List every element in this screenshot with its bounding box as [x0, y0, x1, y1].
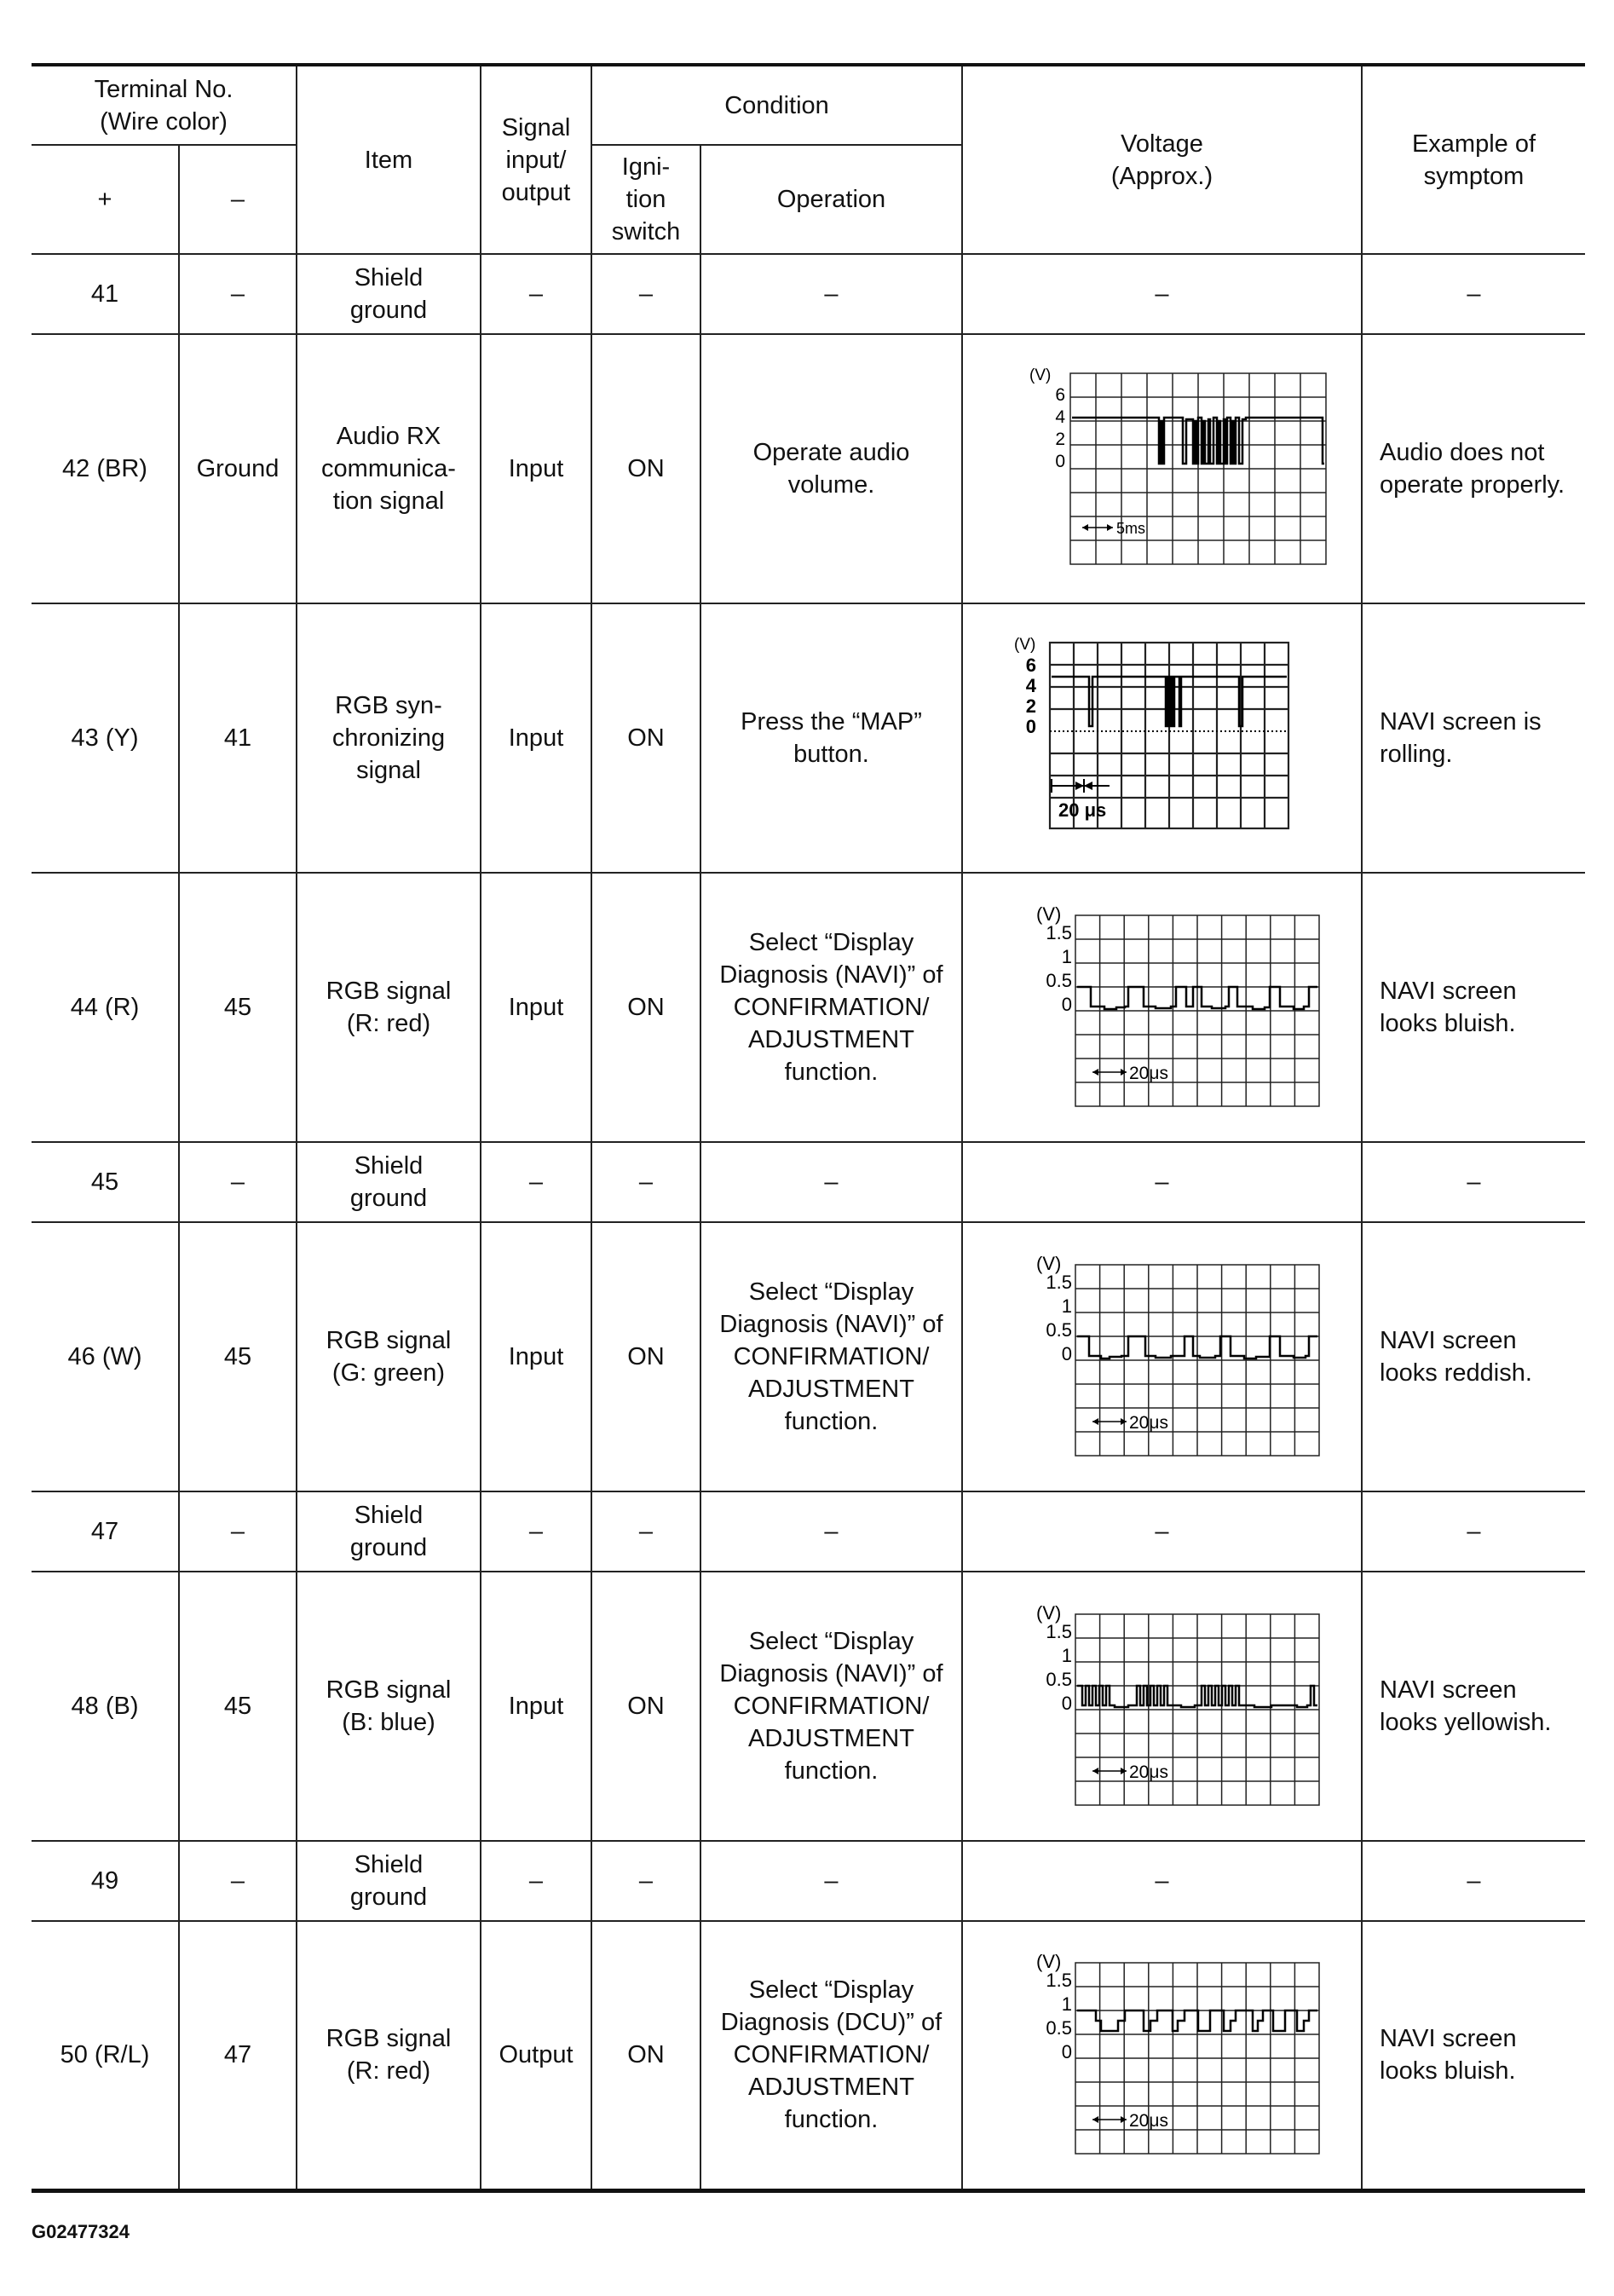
terminal-plus: 44 (R)	[32, 873, 179, 1142]
signal-cell: Input	[481, 603, 591, 873]
symptom-cell: NAVI screen is rolling.	[1362, 603, 1585, 873]
table-row	[32, 1491, 1585, 1572]
wave-unit-label: (V)	[1035, 1602, 1061, 1624]
audio-rx-waveform	[1000, 368, 1324, 569]
wave-grid	[1075, 1614, 1319, 1805]
signal-cell: –	[481, 1841, 591, 1921]
item-cell: RGB signal (B: blue)	[297, 1572, 481, 1841]
operation-cell: –	[700, 254, 962, 334]
voltage-cell: –	[962, 1142, 1362, 1222]
ignition-cell: ON	[591, 1921, 700, 2190]
wave-grid	[1070, 373, 1326, 564]
symptom-cell: –	[1362, 254, 1585, 334]
symptom-cell: –	[1362, 1841, 1585, 1921]
terminal-minus: 45	[179, 1222, 297, 1491]
ignition-cell: ON	[591, 603, 700, 873]
table-row	[32, 1921, 1585, 2190]
ignition-cell: –	[591, 254, 700, 334]
svg-text:20μs: 20μs	[1128, 2111, 1168, 2132]
terminal-minus: –	[179, 1142, 297, 1222]
ignition-cell: ON	[591, 1222, 700, 1491]
time-scale-marker	[1092, 1064, 1168, 1083]
wave-unit-label: (V)	[1035, 903, 1061, 925]
rgb-red-output-waveform	[1000, 1951, 1324, 2155]
signal-cell: Input	[481, 334, 591, 603]
wave-grid	[1075, 1963, 1319, 2154]
symptom-cell: NAVI screen looks bluish.	[1362, 873, 1585, 1142]
terminal-plus: 49	[32, 1841, 179, 1921]
signal-cell: –	[481, 254, 591, 334]
signal-cell: Input	[481, 873, 591, 1142]
item-header: Item	[297, 65, 481, 254]
rgb-red-waveform	[1000, 903, 1324, 1108]
symptom-cell: NAVI screen looks reddish.	[1362, 1222, 1585, 1491]
figure-code: G02477324	[32, 2221, 130, 2242]
ignition-cell: ON	[591, 1572, 700, 1841]
table-row	[32, 254, 1585, 334]
wave-tick-label: 2	[1054, 430, 1065, 449]
terminal-plus: 45	[32, 1142, 179, 1222]
voltage-header: Voltage (Approx.)	[962, 65, 1362, 254]
header-row-1	[32, 65, 1585, 145]
wave-tick-label: 2	[1025, 695, 1036, 717]
plus-header: +	[32, 145, 179, 254]
wave-tick-label: 0.5	[1045, 1319, 1072, 1341]
wave-unit-label: (V)	[1035, 1253, 1061, 1274]
voltage-cell: –	[962, 254, 1362, 334]
table-row	[32, 1222, 1585, 1491]
rgb-green-waveform	[1000, 1253, 1324, 1457]
terminal-minus: –	[179, 254, 297, 334]
wave-tick-label: 1	[1061, 946, 1072, 967]
terminal-minus: Ground	[179, 334, 297, 603]
operation-cell: –	[700, 1491, 962, 1572]
wave-tick-label: 0.5	[1045, 1669, 1072, 1690]
time-scale-marker	[1092, 1762, 1168, 1782]
item-cell: Shield ground	[297, 1841, 481, 1921]
table-row	[32, 1142, 1585, 1222]
wave-trace	[1077, 2010, 1317, 2031]
rgb-sync-waveform	[1000, 637, 1324, 839]
wave-tick-label: 0	[1061, 994, 1072, 1015]
table-row	[32, 603, 1585, 873]
svg-text:20 μs: 20 μs	[1058, 799, 1106, 821]
wave-tick-label: 1.5	[1045, 1272, 1072, 1293]
table-row	[32, 334, 1585, 603]
wave-tick-label: 4	[1025, 675, 1036, 696]
voltage-cell	[962, 334, 1362, 603]
terminal-table-sheet	[32, 63, 1585, 2193]
wave-grid	[1075, 1265, 1319, 1456]
symptom-cell: –	[1362, 1491, 1585, 1572]
symptom-cell: NAVI screen looks yellowish.	[1362, 1572, 1585, 1841]
svg-text:20μs: 20μs	[1128, 1064, 1168, 1083]
symptom-cell: –	[1362, 1142, 1585, 1222]
operation-cell: –	[700, 1142, 962, 1222]
signal-cell: Input	[481, 1222, 591, 1491]
symptom-header: Example of symptom	[1362, 65, 1585, 254]
svg-text:20μs: 20μs	[1128, 1413, 1168, 1433]
operation-cell: Select “Display Diagnosis (NAVI)” of CONFIRMATION/ ADJUSTMENT function.	[700, 873, 962, 1142]
time-scale-marker	[1082, 520, 1145, 537]
wave-tick-label: 1	[1061, 1295, 1072, 1317]
operation-cell: –	[700, 1841, 962, 1921]
item-cell: RGB signal (R: red)	[297, 1921, 481, 2190]
terminal-minus: 45	[179, 1572, 297, 1841]
wave-trace	[1072, 418, 1324, 464]
wave-trace	[1052, 677, 1287, 726]
table-row	[32, 1841, 1585, 1921]
terminal-plus: 50 (R/L)	[32, 1921, 179, 2190]
wave-tick-label: 1	[1061, 1993, 1072, 2016]
terminal-plus: 47	[32, 1491, 179, 1572]
ignition-cell: –	[591, 1491, 700, 1572]
terminal-minus: –	[179, 1841, 297, 1921]
table-row	[32, 873, 1585, 1142]
voltage-cell: –	[962, 1841, 1362, 1921]
minus-header: –	[179, 145, 297, 254]
terminal-minus: 41	[179, 603, 297, 873]
item-cell: Audio RX communica- tion signal	[297, 334, 481, 603]
ignition-cell: ON	[591, 334, 700, 603]
wave-tick-label: 1	[1061, 1645, 1072, 1666]
terminal-plus: 43 (Y)	[32, 603, 179, 873]
terminal-plus: 46 (W)	[32, 1222, 179, 1491]
voltage-cell: –	[962, 1491, 1362, 1572]
terminal-plus: 41	[32, 254, 179, 334]
item-cell: Shield ground	[297, 1142, 481, 1222]
table-row	[32, 1572, 1585, 1841]
terminal-plus: 48 (B)	[32, 1572, 179, 1841]
signal-cell: –	[481, 1142, 591, 1222]
ignition-cell: –	[591, 1142, 700, 1222]
svg-text:20μs: 20μs	[1128, 1762, 1168, 1782]
wave-unit-label: (V)	[1013, 636, 1035, 654]
terminal-plus: 42 (BR)	[32, 334, 179, 603]
ignition-cell: ON	[591, 873, 700, 1142]
operation-cell: Select “Display Diagnosis (NAVI)” of CONFIRMATION/ ADJUSTMENT function.	[700, 1572, 962, 1841]
symptom-cell: Audio does not operate properly.	[1362, 334, 1585, 603]
operation-cell: Select “Display Diagnosis (DCU)” of CONFIRMATION/ ADJUSTMENT function.	[700, 1921, 962, 2190]
voltage-cell	[962, 603, 1362, 873]
item-cell: Shield ground	[297, 1491, 481, 1572]
voltage-cell	[962, 1222, 1362, 1491]
wave-tick-label: 4	[1054, 407, 1065, 427]
wave-tick-label: 0.5	[1045, 970, 1072, 991]
signal-cell: Output	[481, 1921, 591, 2190]
signal-io-header: Signal input/ output	[481, 65, 591, 254]
ignition-cell: –	[591, 1841, 700, 1921]
signal-cell: Input	[481, 1572, 591, 1841]
wave-tick-label: 6	[1025, 655, 1036, 676]
terminal-minus: –	[179, 1491, 297, 1572]
wave-tick-label: 0	[1054, 452, 1065, 471]
terminal-table	[32, 63, 1585, 2193]
wave-tick-label: 6	[1054, 385, 1065, 405]
terminal-no-header: Terminal No. (Wire color)	[32, 65, 297, 145]
time-scale-marker	[1052, 779, 1110, 821]
wave-tick-label: 1.5	[1045, 1970, 1072, 1992]
wave-tick-label: 1.5	[1045, 1621, 1072, 1642]
wave-unit-label: (V)	[1035, 1951, 1061, 1973]
operation-cell: Select “Display Diagnosis (NAVI)” of CONFIRMATION/ ADJUSTMENT function.	[700, 1222, 962, 1491]
operation-cell: Press the “MAP” button.	[700, 603, 962, 873]
wave-tick-label: 1.5	[1045, 922, 1072, 943]
wave-tick-label: 0.5	[1045, 2017, 1072, 2039]
rgb-blue-waveform	[1000, 1602, 1324, 1807]
voltage-cell	[962, 1921, 1362, 2190]
time-scale-marker	[1092, 2111, 1168, 2131]
svg-text:5ms: 5ms	[1115, 520, 1145, 537]
wave-unit-label: (V)	[1029, 366, 1051, 384]
wave-tick-label: 0	[1061, 1693, 1072, 1714]
condition-header: Condition	[591, 65, 962, 145]
terminal-minus: 47	[179, 1921, 297, 2190]
terminal-minus: 45	[179, 873, 297, 1142]
item-cell: Shield ground	[297, 254, 481, 334]
wave-tick-label: 0	[1025, 716, 1036, 737]
ignition-header: Igni- tion switch	[591, 145, 700, 254]
item-cell: RGB signal (G: green)	[297, 1222, 481, 1491]
wave-grid	[1075, 915, 1319, 1106]
operation-cell: Operate audio volume.	[700, 334, 962, 603]
symptom-cell: NAVI screen looks bluish.	[1362, 1921, 1585, 2190]
wave-tick-label: 0	[1061, 1343, 1072, 1364]
item-cell: RGB syn- chronizing signal	[297, 603, 481, 873]
signal-cell: –	[481, 1491, 591, 1572]
time-scale-marker	[1092, 1413, 1168, 1433]
voltage-cell	[962, 1572, 1362, 1841]
voltage-cell	[962, 873, 1362, 1142]
item-cell: RGB signal (R: red)	[297, 873, 481, 1142]
wave-tick-label: 0	[1061, 2041, 1072, 2063]
operation-header: Operation	[700, 145, 962, 254]
